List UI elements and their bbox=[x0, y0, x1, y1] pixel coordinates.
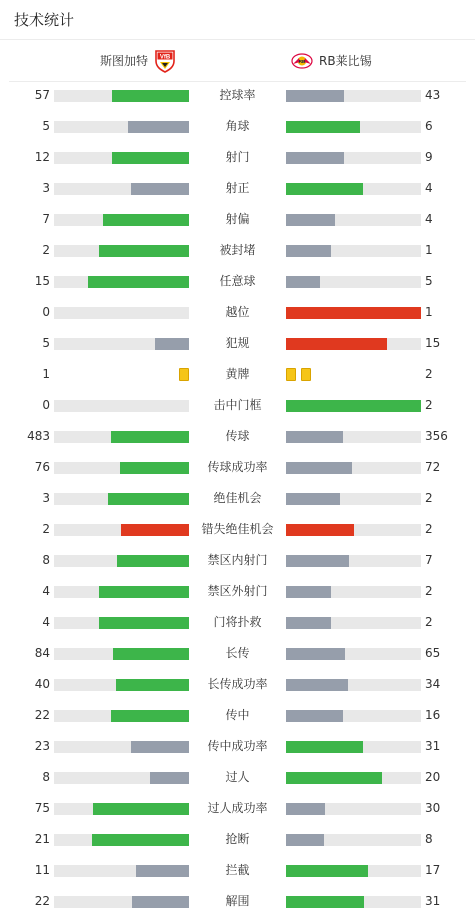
stat-row bbox=[0, 452, 475, 483]
away-value: 8 bbox=[425, 832, 433, 846]
away-bar-fill bbox=[286, 431, 343, 443]
home-bar-fill bbox=[113, 648, 189, 660]
stat-row bbox=[0, 793, 475, 824]
away-bar-fill bbox=[286, 462, 352, 474]
home-value: 12 bbox=[34, 150, 50, 164]
away-bar-fill bbox=[286, 803, 325, 815]
away-value: 20 bbox=[425, 770, 441, 784]
home-bar-fill bbox=[92, 834, 189, 846]
yellow-card-icon bbox=[179, 368, 189, 381]
home-bar-fill bbox=[117, 555, 189, 567]
home-bar-fill bbox=[99, 586, 189, 598]
stat-row bbox=[0, 762, 475, 793]
away-bar-track bbox=[286, 586, 421, 598]
home-value: 3 bbox=[42, 491, 50, 505]
away-value: 2 bbox=[425, 367, 433, 381]
home-bar-fill bbox=[108, 493, 189, 505]
home-bar-track bbox=[54, 152, 189, 164]
stat-label: 黄牌 bbox=[225, 367, 250, 381]
home-bar-fill bbox=[112, 152, 189, 164]
home-bar-track bbox=[54, 524, 189, 536]
away-value: 34 bbox=[425, 677, 441, 691]
home-bar-track bbox=[54, 710, 189, 722]
away-bar-fill bbox=[286, 741, 363, 753]
teams-header bbox=[9, 40, 466, 82]
away-bar-track bbox=[286, 493, 421, 505]
stat-row bbox=[0, 235, 475, 266]
away-bar-fill bbox=[286, 338, 387, 350]
home-bar-track bbox=[54, 245, 189, 257]
away-bar-fill bbox=[286, 524, 354, 536]
away-bar-track bbox=[286, 834, 421, 846]
home-bar-track bbox=[54, 679, 189, 691]
home-bar-track bbox=[54, 617, 189, 629]
away-bar-fill bbox=[286, 896, 364, 908]
home-bar-track bbox=[54, 586, 189, 598]
home-value: 76 bbox=[34, 460, 50, 474]
home-value: 0 bbox=[42, 305, 50, 319]
stat-row bbox=[0, 576, 475, 607]
title-bar bbox=[0, 0, 475, 40]
home-value: 84 bbox=[34, 646, 50, 660]
home-bar-track bbox=[54, 865, 189, 877]
away-bar-track bbox=[286, 400, 421, 412]
home-value: 23 bbox=[34, 739, 50, 753]
stat-label: 控球率 bbox=[219, 88, 256, 102]
away-value: 72 bbox=[425, 460, 441, 474]
away-bar-fill bbox=[286, 865, 368, 877]
away-bar-fill bbox=[286, 710, 343, 722]
stat-row bbox=[0, 514, 475, 545]
stat-label: 长传成功率 bbox=[207, 677, 268, 691]
away-value: 1 bbox=[425, 305, 433, 319]
away-value: 356 bbox=[425, 429, 448, 443]
stat-label: 门将扑救 bbox=[213, 615, 262, 629]
away-value: 5 bbox=[425, 274, 433, 288]
away-value: 31 bbox=[425, 739, 441, 753]
stat-row bbox=[0, 111, 475, 142]
stat-label: 越位 bbox=[225, 305, 250, 319]
home-bar-fill bbox=[155, 338, 189, 350]
away-value: 17 bbox=[425, 863, 441, 877]
home-value: 2 bbox=[42, 522, 50, 536]
away-bar-track bbox=[286, 183, 421, 195]
stat-label: 拦截 bbox=[225, 863, 250, 877]
stat-label: 错失绝佳机会 bbox=[201, 522, 274, 536]
home-value: 57 bbox=[34, 88, 50, 102]
home-bar-track bbox=[54, 648, 189, 660]
away-bar-fill bbox=[286, 183, 363, 195]
stat-row bbox=[0, 607, 475, 638]
home-value: 22 bbox=[34, 894, 50, 908]
away-bar-track bbox=[286, 152, 421, 164]
home-bar-track bbox=[54, 338, 189, 350]
home-value: 7 bbox=[42, 212, 50, 226]
stat-row bbox=[0, 390, 475, 421]
away-bar-track bbox=[286, 431, 421, 443]
home-bar-track bbox=[54, 276, 189, 288]
home-bar-track bbox=[54, 462, 189, 474]
home-value: 40 bbox=[34, 677, 50, 691]
home-bar-fill bbox=[111, 431, 189, 443]
home-bar-fill bbox=[132, 896, 189, 908]
away-bar-fill bbox=[286, 90, 344, 102]
stat-label: 长传 bbox=[225, 646, 250, 660]
away-bar-fill bbox=[286, 555, 349, 567]
stat-label: 犯规 bbox=[225, 336, 250, 350]
away-team[interactable] bbox=[291, 40, 372, 81]
stat-label: 传中 bbox=[225, 708, 250, 722]
stat-label: 抢断 bbox=[225, 832, 250, 846]
stat-row bbox=[0, 359, 475, 390]
away-bar-fill bbox=[286, 307, 421, 319]
home-value: 5 bbox=[42, 336, 50, 350]
stat-row bbox=[0, 80, 475, 111]
home-value: 8 bbox=[42, 553, 50, 567]
stat-row bbox=[0, 297, 475, 328]
home-value: 8 bbox=[42, 770, 50, 784]
away-bar-fill bbox=[286, 617, 331, 629]
home-value: 21 bbox=[34, 832, 50, 846]
vfb-stuttgart-crest-icon bbox=[154, 49, 176, 73]
home-bar-fill bbox=[120, 462, 189, 474]
away-bar-track bbox=[286, 772, 421, 784]
home-bar-fill bbox=[99, 245, 189, 257]
home-team-name: 斯图加特 bbox=[99, 54, 148, 68]
stat-row bbox=[0, 669, 475, 700]
away-bar-track bbox=[286, 245, 421, 257]
home-bar-fill bbox=[121, 524, 189, 536]
away-value: 65 bbox=[425, 646, 441, 660]
home-bar-track bbox=[54, 90, 189, 102]
page-title: 技术统计 bbox=[14, 11, 75, 29]
away-bar-fill bbox=[286, 121, 360, 133]
stat-row bbox=[0, 731, 475, 762]
home-value: 15 bbox=[34, 274, 50, 288]
home-bar-track bbox=[54, 307, 189, 319]
home-bar-fill bbox=[131, 183, 189, 195]
away-value: 7 bbox=[425, 553, 433, 567]
away-value: 1 bbox=[425, 243, 433, 257]
stat-label: 禁区内射门 bbox=[207, 553, 268, 567]
stat-label: 击中门框 bbox=[213, 398, 262, 412]
yellow-card-icon bbox=[286, 368, 296, 381]
stat-row bbox=[0, 204, 475, 235]
away-bar-fill bbox=[286, 276, 320, 288]
stat-label: 射门 bbox=[225, 150, 250, 164]
home-bar-fill bbox=[99, 617, 189, 629]
home-value: 22 bbox=[34, 708, 50, 722]
stat-label: 过人成功率 bbox=[207, 801, 268, 815]
stat-label: 任意球 bbox=[219, 274, 256, 288]
home-value: 5 bbox=[42, 119, 50, 133]
away-bar-track bbox=[286, 462, 421, 474]
stat-label: 解围 bbox=[225, 894, 250, 908]
away-bar-track bbox=[286, 121, 421, 133]
away-bar-fill bbox=[286, 493, 340, 505]
stat-label: 射偏 bbox=[225, 212, 250, 226]
home-value: 1 bbox=[42, 367, 50, 381]
stat-row bbox=[0, 545, 475, 576]
home-bar-fill bbox=[136, 865, 189, 877]
home-bar-track bbox=[54, 214, 189, 226]
away-value: 4 bbox=[425, 212, 433, 226]
home-bar-track bbox=[54, 896, 189, 908]
away-bar-track bbox=[286, 214, 421, 226]
away-value: 16 bbox=[425, 708, 441, 722]
away-value: 30 bbox=[425, 801, 441, 815]
home-value: 3 bbox=[42, 181, 50, 195]
stat-label: 传中成功率 bbox=[207, 739, 268, 753]
away-bar-track bbox=[286, 865, 421, 877]
stat-row bbox=[0, 328, 475, 359]
away-bar-fill bbox=[286, 214, 335, 226]
stat-row bbox=[0, 886, 475, 917]
away-bar-track bbox=[286, 555, 421, 567]
yellow-card-icon bbox=[301, 368, 311, 381]
svg-text:RB: RB bbox=[298, 58, 306, 64]
away-bar-track bbox=[286, 896, 421, 908]
away-value: 2 bbox=[425, 398, 433, 412]
away-value: 2 bbox=[425, 615, 433, 629]
home-bar-track bbox=[54, 555, 189, 567]
home-bar-fill bbox=[116, 679, 189, 691]
away-bar-track bbox=[286, 617, 421, 629]
stat-row bbox=[0, 421, 475, 452]
stat-label: 角球 bbox=[225, 119, 250, 133]
stat-row bbox=[0, 700, 475, 731]
home-bar-fill bbox=[103, 214, 189, 226]
svg-text:VfB: VfB bbox=[159, 54, 171, 60]
home-team[interactable] bbox=[100, 40, 176, 81]
stat-row bbox=[0, 824, 475, 855]
away-bar-track bbox=[286, 524, 421, 536]
home-bar-track bbox=[54, 772, 189, 784]
home-bar-track bbox=[54, 431, 189, 443]
away-bar-fill bbox=[286, 772, 382, 784]
away-value: 15 bbox=[425, 336, 441, 350]
home-bar-fill bbox=[128, 121, 189, 133]
home-bar-track bbox=[54, 183, 189, 195]
stat-label: 射正 bbox=[225, 181, 250, 195]
home-value: 11 bbox=[34, 863, 50, 877]
away-value: 2 bbox=[425, 584, 433, 598]
home-bar-track bbox=[54, 741, 189, 753]
home-bar-track bbox=[54, 121, 189, 133]
stat-label: 被封堵 bbox=[219, 243, 256, 257]
away-bar-fill bbox=[286, 245, 331, 257]
away-bar-fill bbox=[286, 834, 324, 846]
home-bar-track bbox=[54, 803, 189, 815]
away-bar-fill bbox=[286, 586, 331, 598]
home-bar-fill bbox=[112, 90, 189, 102]
stat-row bbox=[0, 142, 475, 173]
home-bar-track bbox=[54, 400, 189, 412]
away-bar-track bbox=[286, 648, 421, 660]
away-bar-fill bbox=[286, 648, 345, 660]
home-value: 75 bbox=[34, 801, 50, 815]
home-value: 483 bbox=[27, 429, 50, 443]
away-bar-fill bbox=[286, 152, 344, 164]
away-bar-track bbox=[286, 276, 421, 288]
home-bar-fill bbox=[93, 803, 189, 815]
home-bar-fill bbox=[131, 741, 189, 753]
away-value: 2 bbox=[425, 491, 433, 505]
home-bar-fill bbox=[150, 772, 189, 784]
away-bar-track bbox=[286, 307, 421, 319]
home-value: 4 bbox=[42, 584, 50, 598]
stat-label: 过人 bbox=[225, 770, 250, 784]
away-value: 4 bbox=[425, 181, 433, 195]
stat-row bbox=[0, 173, 475, 204]
home-value: 2 bbox=[42, 243, 50, 257]
stat-label: 传球 bbox=[225, 429, 250, 443]
stat-row bbox=[0, 855, 475, 886]
away-bar-track bbox=[286, 338, 421, 350]
away-bar-track bbox=[286, 679, 421, 691]
home-bar-track bbox=[54, 493, 189, 505]
stat-row bbox=[0, 483, 475, 514]
stat-row bbox=[0, 638, 475, 669]
stat-label: 传球成功率 bbox=[207, 460, 268, 474]
away-value: 9 bbox=[425, 150, 433, 164]
home-value: 0 bbox=[42, 398, 50, 412]
away-bar-fill bbox=[286, 679, 348, 691]
stat-row bbox=[0, 266, 475, 297]
home-value: 4 bbox=[42, 615, 50, 629]
away-value: 6 bbox=[425, 119, 433, 133]
away-value: 43 bbox=[425, 88, 441, 102]
rb-leipzig-crest-icon bbox=[291, 49, 313, 73]
away-bar-track bbox=[286, 710, 421, 722]
away-bar-track bbox=[286, 90, 421, 102]
home-bar-fill bbox=[88, 276, 189, 288]
away-bar-track bbox=[286, 741, 421, 753]
away-bar-fill bbox=[286, 400, 421, 412]
stat-label: 禁区外射门 bbox=[207, 584, 268, 598]
stat-label: 绝佳机会 bbox=[213, 491, 262, 505]
home-bar-fill bbox=[111, 710, 189, 722]
away-value: 2 bbox=[425, 522, 433, 536]
away-value: 31 bbox=[425, 894, 441, 908]
home-bar-track bbox=[54, 834, 189, 846]
away-team-name: RB莱比锡 bbox=[319, 54, 372, 68]
away-bar-track bbox=[286, 803, 421, 815]
